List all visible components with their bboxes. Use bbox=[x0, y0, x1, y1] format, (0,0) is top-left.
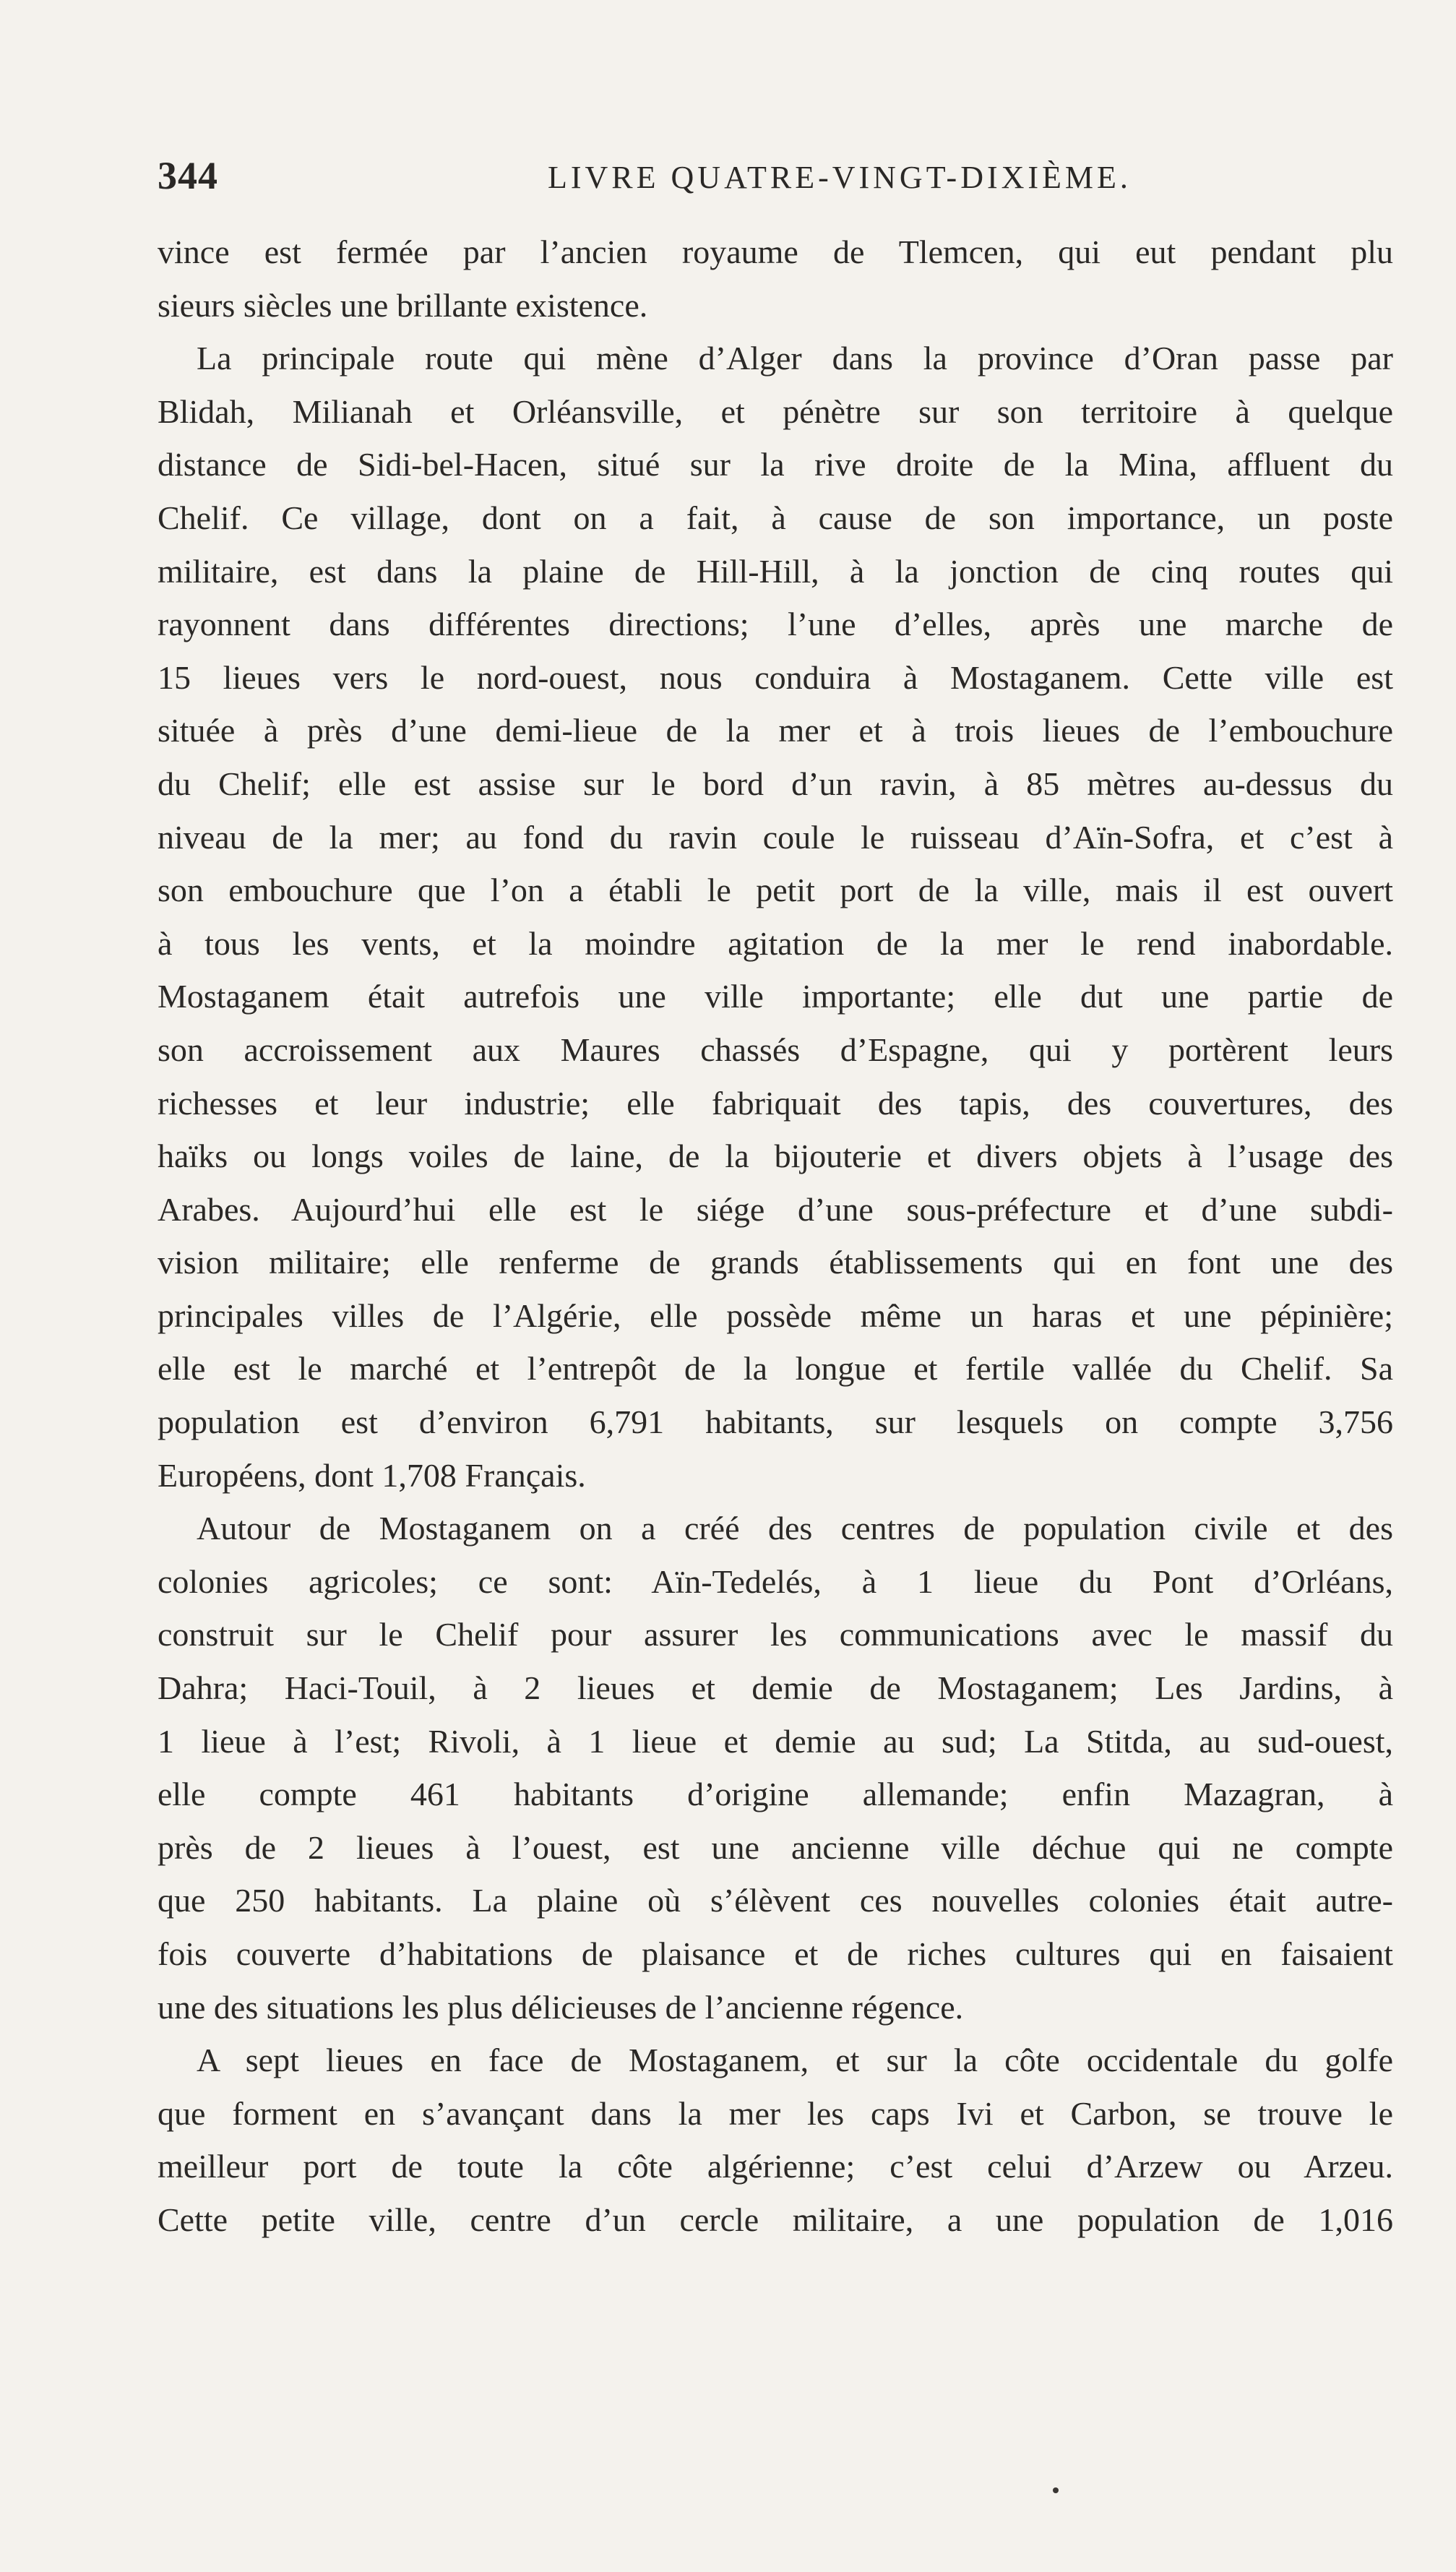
text-line: Autour de Mostaganem on a créé des centres de population civile et des bbox=[197, 1510, 1393, 1547]
text-line: Mostaganem était autrefois une ville importante; elle dut une partie de bbox=[158, 978, 1393, 1015]
text-line: population est d’environ 6,791 habitants, sur lesquels on compte 3,756 bbox=[158, 1403, 1393, 1441]
text-line: elle compte 461 habitants d’origine allemande; enfin Mazagran, à bbox=[158, 1776, 1393, 1813]
text-line: niveau de la mer; au fond du ravin coule le ruisseau d’Aïn-Sofra, et c’est à bbox=[158, 818, 1393, 856]
text-line: Européens, dont 1,708 Français. bbox=[158, 1456, 586, 1494]
page-header bbox=[158, 153, 1321, 204]
text-line: distance de Sidi-bel-Hacen, situé sur la rive droite de la Mina, affluent du bbox=[158, 446, 1393, 483]
text-line: Cette petite ville, centre d’un cercle militaire, a une population de 1,016 bbox=[158, 2201, 1393, 2238]
text-line: Arabes. Aujourd’hui elle est le siége d’une sous-préfecture et d’une subdi- bbox=[158, 1190, 1393, 1228]
text-line: A sept lieues en face de Mostaganem, et sur la côte occidentale du golfe bbox=[197, 2042, 1393, 2079]
text-line: que forment en s’avançant dans la mer les caps Ivi et Carbon, se trouve le bbox=[158, 2094, 1393, 2132]
text-line: principales villes de l’Algérie, elle possède même un haras et une pépinière; bbox=[158, 1296, 1393, 1334]
text-line: richesses et leur industrie; elle fabriquait des tapis, des couvertures, des bbox=[158, 1084, 1393, 1122]
text-line: du Chelif; elle est assise sur le bord d’un ravin, à 85 mètres au-dessus du bbox=[158, 765, 1393, 802]
body-text bbox=[158, 225, 1393, 2247]
ink-speck bbox=[1053, 2487, 1059, 2493]
text-line: 15 lieues vers le nord-ouest, nous conduira à Mostaganem. Cette ville est bbox=[158, 658, 1393, 696]
text-line: Blidah, Milianah et Orléansville, et pénètre sur son territoire à quelque bbox=[158, 392, 1393, 430]
text-line: son embouchure que l’on a établi le petit port de la ville, mais il est ouvert bbox=[158, 872, 1393, 909]
text-line: haïks ou longs voiles de laine, de la bijouterie et divers objets à l’usage des bbox=[158, 1137, 1393, 1175]
text-line: que 250 habitants. La plaine où s’élèvent ces nouvelles colonies était autre- bbox=[158, 1882, 1393, 1919]
text-line: vince est fermée par l’ancien royaume de Tlemcen, qui eut pendant plu bbox=[158, 233, 1393, 270]
text-line: construit sur le Chelif pour assurer les communications avec le massif du bbox=[158, 1616, 1393, 1653]
text-line: située à près d’une demi-lieue de la mer et à trois lieues de l’embouchure bbox=[158, 712, 1393, 749]
text-line: Chelif. Ce village, dont on a fait, à cause de son importance, un poste bbox=[158, 499, 1393, 536]
text-line: colonies agricoles; ce sont: Aïn-Tedelés, à 1 lieue du Pont d’Orléans, bbox=[158, 1562, 1393, 1600]
text-line: près de 2 lieues à l’ouest, est une ancienne ville déchue qui ne compte bbox=[158, 1828, 1393, 1866]
page-number: 344 bbox=[158, 154, 218, 197]
text-line: Dahra; Haci-Touil, à 2 lieues et demie de Mostaganem; Les Jardins, à bbox=[158, 1669, 1393, 1707]
text-line: fois couverte d’habitations de plaisance et de riches cultures qui en faisaient bbox=[158, 1935, 1393, 1972]
text-line: meilleur port de toute la côte algérienne; c’est celui d’Arzew ou Arzeu. bbox=[158, 2148, 1393, 2185]
text-line: à tous les vents, et la moindre agitation de la mer le rend inabordable. bbox=[158, 924, 1393, 962]
text-line: militaire, est dans la plaine de Hill-Hill, à la jonction de cinq routes qui bbox=[158, 552, 1393, 590]
running-head: LIVRE QUATRE-VINGT-DIXIÈME. bbox=[548, 160, 1132, 195]
text-line: vision militaire; elle renferme de grands établissements qui en font une des bbox=[158, 1244, 1393, 1281]
text-line: sieurs siècles une brillante existence. bbox=[158, 286, 648, 324]
text-line: La principale route qui mène d’Alger dans la province d’Oran passe par bbox=[197, 340, 1393, 377]
text-line: rayonnent dans différentes directions; l’une d’elles, après une marche de bbox=[158, 606, 1393, 643]
text-line: elle est le marché et l’entrepôt de la longue et fertile vallée du Chelif. Sa bbox=[158, 1350, 1393, 1388]
text-line: une des situations les plus délicieuses de l’ancienne régence. bbox=[158, 1988, 964, 2026]
text-line: 1 lieue à l’est; Rivoli, à 1 lieue et demie au sud; La Stitda, au sud-ouest, bbox=[158, 1722, 1393, 1760]
text-line: son accroissement aux Maures chassés d’Espagne, qui y portèrent leurs bbox=[158, 1031, 1393, 1068]
